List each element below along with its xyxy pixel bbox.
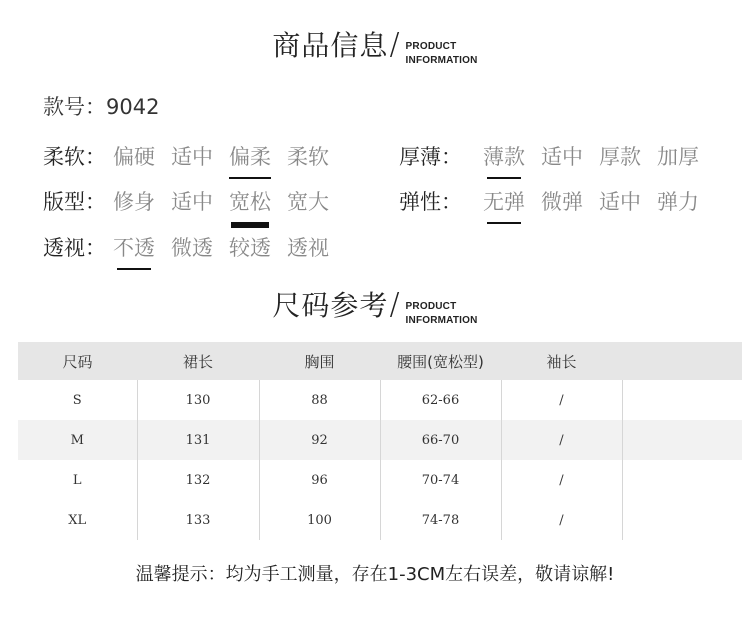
table-cell (622, 420, 742, 460)
title-slash: / (389, 27, 400, 62)
attr-option-selected (229, 144, 271, 170)
table-cell: / (501, 500, 622, 540)
table-cell: 66-70 (380, 420, 501, 460)
attr-option-text: 不透 (113, 236, 155, 260)
column-header: 尺码 (18, 342, 137, 380)
attr-option: 微透 (171, 236, 213, 260)
table-cell: 88 (259, 380, 380, 420)
table-cell: XL (18, 500, 137, 540)
attr-option-selected (483, 189, 525, 215)
attr-row-fit (43, 189, 329, 215)
attr-row-thickness (399, 144, 699, 170)
attr-option: 适中 (171, 145, 213, 169)
attr-option: 适中 (599, 190, 641, 214)
table-row (18, 500, 742, 540)
attr-label-softness: 柔软： (43, 145, 106, 169)
size-table (18, 342, 742, 540)
attr-label-thickness: 厚薄： (399, 145, 462, 169)
table-cell: 96 (259, 460, 380, 500)
column-header: 裙长 (137, 342, 259, 380)
attr-row-softness (43, 144, 329, 170)
attr-option-text: 偏柔 (229, 145, 271, 169)
size-reference-title (0, 287, 750, 326)
attr-option-selected (113, 235, 155, 261)
table-cell (622, 500, 742, 540)
attr-option: 微弹 (541, 190, 583, 214)
selected-underline (487, 222, 521, 224)
selected-underline (231, 222, 269, 228)
attr-label-transparency: 透视： (43, 236, 106, 260)
attr-option: 加厚 (657, 145, 699, 169)
table-cell: 131 (137, 420, 259, 460)
attr-row-transparency (43, 235, 329, 261)
column-header (622, 342, 742, 380)
column-header: 袖长 (501, 342, 622, 380)
table-cell: 92 (259, 420, 380, 460)
attr-option: 修身 (113, 190, 155, 214)
table-cell: 100 (259, 500, 380, 540)
table-row (18, 380, 742, 420)
attr-option: 厚款 (599, 145, 641, 169)
title-en-line1: PRODUCT (405, 41, 457, 52)
table-cell: 133 (137, 500, 259, 540)
table-cell (622, 460, 742, 500)
attr-option: 宽大 (287, 190, 329, 214)
product-info-title (0, 27, 750, 66)
attr-row-elasticity (399, 189, 699, 215)
product-info-title-en (406, 40, 478, 68)
attr-option: 适中 (171, 190, 213, 214)
table-cell: / (501, 420, 622, 460)
product-info-title-zh: 商品信息 (272, 29, 389, 62)
title-en-line2: INFORMATION (405, 315, 478, 326)
size-reference-title-zh: 尺码参考 (272, 289, 389, 322)
table-header-row (18, 342, 742, 380)
table-cell: S (18, 380, 137, 420)
table-row (18, 420, 742, 460)
size-reference-title-en (406, 300, 478, 328)
table-cell: / (501, 380, 622, 420)
attr-option-text: 宽松 (229, 190, 271, 214)
attr-option: 柔软 (287, 145, 329, 169)
title-en-line1: PRODUCT (405, 301, 457, 312)
table-row (18, 460, 742, 500)
attr-option: 弹力 (657, 190, 699, 214)
table-cell: 74-78 (380, 500, 501, 540)
attr-option: 透视 (287, 236, 329, 260)
attr-option: 适中 (541, 145, 583, 169)
title-en-line2: INFORMATION (405, 55, 478, 66)
table-cell: / (501, 460, 622, 500)
attr-label-fit: 版型： (43, 190, 106, 214)
table-cell: M (18, 420, 137, 460)
attr-option-selected (483, 144, 525, 170)
attr-option-selected (229, 189, 271, 215)
table-cell: 70-74 (380, 460, 501, 500)
column-header: 腰围(宽松型) (380, 342, 501, 380)
table-cell: 62-66 (380, 380, 501, 420)
attr-option: 偏硬 (113, 145, 155, 169)
selected-underline (487, 177, 521, 179)
title-slash: / (389, 287, 400, 322)
attr-option-text: 薄款 (483, 145, 525, 169)
table-cell: 132 (137, 460, 259, 500)
column-header: 胸围 (259, 342, 380, 380)
selected-underline (117, 268, 151, 270)
attr-label-elasticity: 弹性： (399, 190, 462, 214)
table-cell: L (18, 460, 137, 500)
selected-underline (229, 177, 271, 179)
attr-option: 较透 (229, 236, 271, 260)
style-number: 款号：9042 (43, 95, 160, 119)
table-cell: 130 (137, 380, 259, 420)
attr-option-text: 无弹 (483, 190, 525, 214)
table-cell (622, 380, 742, 420)
measurement-note: 温馨提示：均为手工测量，存在1-3CM左右误差，敬请谅解! (135, 564, 615, 585)
